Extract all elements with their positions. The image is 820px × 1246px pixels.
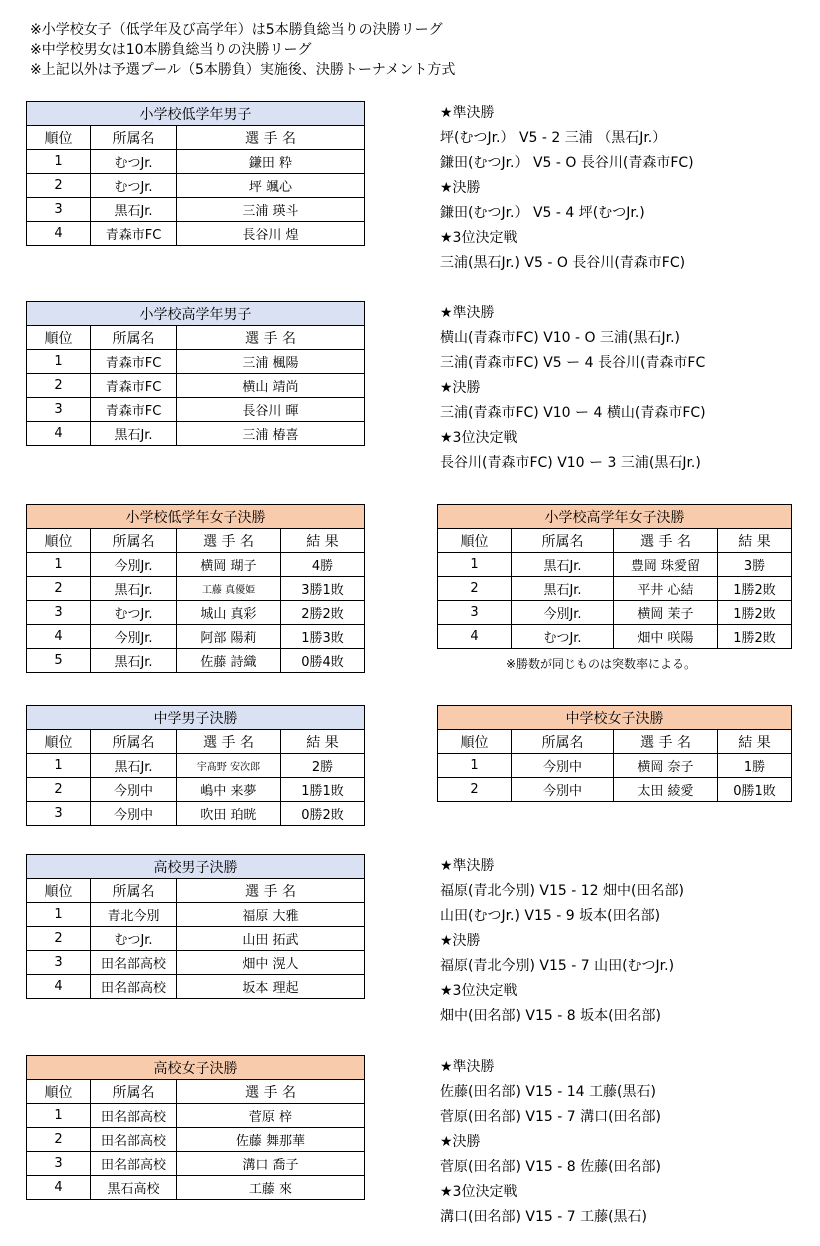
team-cell: むつJr. <box>91 927 177 951</box>
team-cell: むつJr. <box>91 150 177 174</box>
rank-cell: 4 <box>27 625 91 649</box>
player-cell: 坂本 理起 <box>177 975 365 999</box>
result-line: 鎌田(むつJr.） V5 - O 長谷川(青森市FC) <box>440 155 694 171</box>
table-row <box>438 625 792 649</box>
table-row <box>27 422 365 446</box>
table-title: 小学校高学年女子決勝 <box>438 505 792 529</box>
rank-cell: 2 <box>27 778 91 802</box>
rank-cell: 4 <box>438 625 512 649</box>
player-cell: 阿部 陽莉 <box>177 625 281 649</box>
table-row <box>27 601 365 625</box>
table-row <box>27 198 365 222</box>
rank-cell: 2 <box>27 577 91 601</box>
result-cell: 0勝4敗 <box>281 649 365 673</box>
col-header-player: 選 手 名 <box>177 126 365 150</box>
team-cell: 今別中 <box>512 778 614 802</box>
tiebreak-note: ※勝数が同じものは突数率による。 <box>506 657 697 671</box>
col-header-rank: 順位 <box>27 326 91 350</box>
table-row <box>438 553 792 577</box>
player-cell: 菅原 梓 <box>177 1104 365 1128</box>
team-cell: 今別Jr. <box>91 553 177 577</box>
result-line: 鎌田(むつJr.） V5 - 4 坪(むつJr.) <box>440 205 645 221</box>
rank-cell: 2 <box>27 174 91 198</box>
result-cell: 2勝 <box>281 754 365 778</box>
col-header-rank: 順位 <box>438 730 512 754</box>
col-header-team: 所属名 <box>512 730 614 754</box>
table-row <box>27 903 365 927</box>
player-cell: 工藤 來 <box>177 1176 365 1200</box>
result-cell: 1勝2敗 <box>718 601 792 625</box>
player-cell: 横岡 瑚子 <box>177 553 281 577</box>
player-cell: 畑中 咲陽 <box>614 625 718 649</box>
table-row <box>27 350 365 374</box>
result-line: 菅原(田名部) V15 - 8 佐藤(田名部) <box>440 1159 661 1175</box>
team-cell: むつJr. <box>512 625 614 649</box>
result-line: 溝口(田名部) V15 - 7 工藤(黒石) <box>440 1209 647 1225</box>
col-header-team: 所属名 <box>91 1080 177 1104</box>
result-line: 坪(むつJr.） V5 - 2 三浦 （黒石Jr.） <box>440 130 667 146</box>
result-cell: 0勝2敗 <box>281 802 365 826</box>
rank-cell: 1 <box>27 553 91 577</box>
player-cell: 三浦 椿喜 <box>177 422 365 446</box>
team-cell: 青森市FC <box>91 374 177 398</box>
result-line: 長谷川(青森市FC) V10 ー 3 三浦(黒石Jr.) <box>440 455 701 471</box>
result-cell: 3勝 <box>718 553 792 577</box>
team-cell: 今別Jr. <box>512 601 614 625</box>
table-row <box>27 778 365 802</box>
note-line: ※上記以外は予選プール（5本勝負）実施後、決勝トーナメント方式 <box>30 62 456 78</box>
col-header-team: 所属名 <box>91 529 177 553</box>
team-cell: 今別中 <box>512 754 614 778</box>
rank-cell: 4 <box>27 975 91 999</box>
rank-cell: 2 <box>27 374 91 398</box>
rank-cell: 4 <box>27 422 91 446</box>
result-heading: ★3位決定戦 <box>440 1184 518 1200</box>
rank-cell: 1 <box>438 754 512 778</box>
rank-cell: 3 <box>27 198 91 222</box>
player-cell: 福原 大雅 <box>177 903 365 927</box>
col-header-player: 選 手 名 <box>177 529 281 553</box>
result-cell: 1勝2敗 <box>718 625 792 649</box>
team-cell: 今別Jr. <box>91 625 177 649</box>
player-cell: 城山 真彩 <box>177 601 281 625</box>
rank-cell: 3 <box>438 601 512 625</box>
team-cell: 田名部高校 <box>91 975 177 999</box>
col-header-rank: 順位 <box>27 1080 91 1104</box>
team-cell: 黒石Jr. <box>91 754 177 778</box>
hs-girls-table <box>26 1055 365 1200</box>
rank-cell: 2 <box>438 778 512 802</box>
team-cell: 黒石Jr. <box>512 553 614 577</box>
col-header-player: 選 手 名 <box>177 1080 365 1104</box>
result-heading: ★準決勝 <box>440 105 495 121</box>
table-row <box>27 150 365 174</box>
table-row <box>27 1176 365 1200</box>
rank-cell: 4 <box>27 1176 91 1200</box>
rank-cell: 1 <box>27 903 91 927</box>
table-row <box>27 754 365 778</box>
result-cell: 1勝 <box>718 754 792 778</box>
rank-cell: 1 <box>27 350 91 374</box>
col-header-rank: 順位 <box>27 879 91 903</box>
col-header-rank: 順位 <box>438 529 512 553</box>
rank-cell: 3 <box>27 601 91 625</box>
table-row <box>27 802 365 826</box>
team-cell: 黒石Jr. <box>91 577 177 601</box>
rank-cell: 1 <box>27 1104 91 1128</box>
rank-cell: 2 <box>27 1128 91 1152</box>
result-cell: 1勝2敗 <box>718 577 792 601</box>
table-title: 中学男子決勝 <box>27 706 365 730</box>
player-cell: 坪 颯心 <box>177 174 365 198</box>
table-row <box>27 927 365 951</box>
player-cell: 佐藤 詩織 <box>177 649 281 673</box>
table-title: 高校女子決勝 <box>27 1056 365 1080</box>
team-cell: むつJr. <box>91 601 177 625</box>
upper-boys-table <box>26 301 365 446</box>
table-row <box>27 398 365 422</box>
result-heading: ★3位決定戦 <box>440 983 518 999</box>
rank-cell: 2 <box>27 927 91 951</box>
rank-cell: 3 <box>27 398 91 422</box>
result-cell: 1勝3敗 <box>281 625 365 649</box>
rank-cell: 4 <box>27 222 91 246</box>
player-cell: 横岡 奈子 <box>614 754 718 778</box>
player-cell: 横岡 茉子 <box>614 601 718 625</box>
table-title: 小学校低学年男子 <box>27 102 365 126</box>
table-row <box>27 625 365 649</box>
player-cell: 鎌田 粋 <box>177 150 365 174</box>
result-cell: 0勝1敗 <box>718 778 792 802</box>
team-cell: 田名部高校 <box>91 1152 177 1176</box>
table-title: 中学校女子決勝 <box>438 706 792 730</box>
col-header-player: 選 手 名 <box>177 326 365 350</box>
table-row <box>27 222 365 246</box>
team-cell: 田名部高校 <box>91 1128 177 1152</box>
player-cell: 宇髙野 安次郎 <box>177 754 281 778</box>
table-title: 小学校高学年男子 <box>27 302 365 326</box>
player-cell: 平井 心結 <box>614 577 718 601</box>
team-cell: 田名部高校 <box>91 1104 177 1128</box>
team-cell: 黒石Jr. <box>512 577 614 601</box>
table-row <box>27 374 365 398</box>
note-line: ※小学校女子（低学年及び高学年）は5本勝負総当りの決勝リーグ <box>30 22 443 38</box>
result-line: 三浦(青森市FC) V10 ー 4 横山(青森市FC) <box>440 405 706 421</box>
upper-boys-results <box>440 301 706 476</box>
team-cell: むつJr. <box>91 174 177 198</box>
result-line: 畑中(田名部) V15 - 8 坂本(田名部) <box>440 1008 661 1024</box>
result-heading: ★決勝 <box>440 380 481 396</box>
player-cell: 三浦 瑛斗 <box>177 198 365 222</box>
result-line: 三浦(黒石Jr.) V5 - O 長谷川(青森市FC) <box>440 255 686 271</box>
col-header-player: 選 手 名 <box>177 879 365 903</box>
table-row <box>438 601 792 625</box>
player-cell: 豊岡 珠愛留 <box>614 553 718 577</box>
player-cell: 溝口 喬子 <box>177 1152 365 1176</box>
col-header-rank: 順位 <box>27 529 91 553</box>
elem-boys-table <box>26 101 365 246</box>
result-line: 福原(青北今別) V15 - 12 畑中(田名部) <box>440 883 684 899</box>
player-cell: 嶋中 来夢 <box>177 778 281 802</box>
table-row <box>438 778 792 802</box>
result-cell: 1勝1敗 <box>281 778 365 802</box>
note-line: ※中学校男女は10本勝負総当りの決勝リーグ <box>30 42 312 58</box>
player-cell: 吹田 珀晄 <box>177 802 281 826</box>
rank-cell: 1 <box>27 150 91 174</box>
table-row <box>438 577 792 601</box>
table-row <box>27 1104 365 1128</box>
player-cell: 山田 拓武 <box>177 927 365 951</box>
rank-cell: 2 <box>438 577 512 601</box>
player-cell: 太田 綾愛 <box>614 778 718 802</box>
team-cell: 青森市FC <box>91 350 177 374</box>
team-cell: 青森市FC <box>91 222 177 246</box>
table-row <box>27 1128 365 1152</box>
result-heading: ★準決勝 <box>440 858 495 874</box>
notes <box>30 20 455 80</box>
result-heading: ★3位決定戦 <box>440 430 518 446</box>
team-cell: 青森市FC <box>91 398 177 422</box>
rank-cell: 5 <box>27 649 91 673</box>
result-heading: ★3位決定戦 <box>440 230 518 246</box>
col-header-team: 所属名 <box>91 730 177 754</box>
col-header-rank: 順位 <box>27 126 91 150</box>
result-line: 福原(青北今別) V15 - 7 山田(むつJr.) <box>440 958 675 974</box>
player-cell: 畑中 滉人 <box>177 951 365 975</box>
result-heading: ★準決勝 <box>440 1059 495 1075</box>
table-row <box>27 649 365 673</box>
table-row <box>27 577 365 601</box>
col-header-player: 選 手 名 <box>614 730 718 754</box>
elem-girls-table <box>26 504 365 673</box>
table-title: 小学校低学年女子決勝 <box>27 505 365 529</box>
jh-girls-table <box>437 705 792 802</box>
jh-boys-table <box>26 705 365 826</box>
team-cell: 今別中 <box>91 802 177 826</box>
col-header-result: 結 果 <box>718 730 792 754</box>
team-cell: 田名部高校 <box>91 951 177 975</box>
table-title: 高校男子決勝 <box>27 855 365 879</box>
table-row <box>27 975 365 999</box>
result-cell: 4勝 <box>281 553 365 577</box>
result-line: 菅原(田名部) V15 - 7 溝口(田名部) <box>440 1109 661 1125</box>
player-cell: 工藤 真優姫 <box>177 577 281 601</box>
col-header-result: 結 果 <box>718 529 792 553</box>
rank-cell: 3 <box>27 951 91 975</box>
player-cell: 横山 靖尚 <box>177 374 365 398</box>
result-heading: ★決勝 <box>440 1134 481 1150</box>
col-header-team: 所属名 <box>512 529 614 553</box>
col-header-result: 結 果 <box>281 529 365 553</box>
table-row <box>27 174 365 198</box>
rank-cell: 1 <box>27 754 91 778</box>
player-cell: 三浦 楓陽 <box>177 350 365 374</box>
result-heading: ★決勝 <box>440 180 481 196</box>
rank-cell: 3 <box>27 802 91 826</box>
col-header-player: 選 手 名 <box>614 529 718 553</box>
table-row <box>438 754 792 778</box>
result-line: 横山(青森市FC) V10 - O 三浦(黒石Jr.) <box>440 330 680 346</box>
col-header-result: 結 果 <box>281 730 365 754</box>
team-cell: 黒石Jr. <box>91 649 177 673</box>
col-header-player: 選 手 名 <box>177 730 281 754</box>
result-line: 山田(むつJr.) V15 - 9 坂本(田名部) <box>440 908 661 924</box>
player-cell: 長谷川 暉 <box>177 398 365 422</box>
table-row <box>27 1152 365 1176</box>
team-cell: 今別中 <box>91 778 177 802</box>
hs-boys-results <box>440 854 684 1029</box>
col-header-team: 所属名 <box>91 879 177 903</box>
player-cell: 佐藤 舞那華 <box>177 1128 365 1152</box>
rank-cell: 3 <box>27 1152 91 1176</box>
col-header-team: 所属名 <box>91 126 177 150</box>
player-cell: 長谷川 煌 <box>177 222 365 246</box>
team-cell: 黒石Jr. <box>91 198 177 222</box>
hs-boys-table <box>26 854 365 999</box>
team-cell: 黒石高校 <box>91 1176 177 1200</box>
team-cell: 黒石Jr. <box>91 422 177 446</box>
hs-girls-results <box>440 1055 661 1230</box>
col-header-rank: 順位 <box>27 730 91 754</box>
col-header-team: 所属名 <box>91 326 177 350</box>
result-line: 三浦(青森市FC) V5 ー 4 長谷川(青森市FC <box>440 355 706 371</box>
elem-boys-results <box>440 101 694 276</box>
result-cell: 2勝2敗 <box>281 601 365 625</box>
rank-cell: 1 <box>438 553 512 577</box>
result-heading: ★決勝 <box>440 933 481 949</box>
result-heading: ★準決勝 <box>440 305 495 321</box>
team-cell: 青北今別 <box>91 903 177 927</box>
table-row <box>27 951 365 975</box>
result-cell: 3勝1敗 <box>281 577 365 601</box>
result-line: 佐藤(田名部) V15 - 14 工藤(黒石) <box>440 1084 656 1100</box>
upper-girls-table <box>437 504 792 649</box>
table-row <box>27 553 365 577</box>
